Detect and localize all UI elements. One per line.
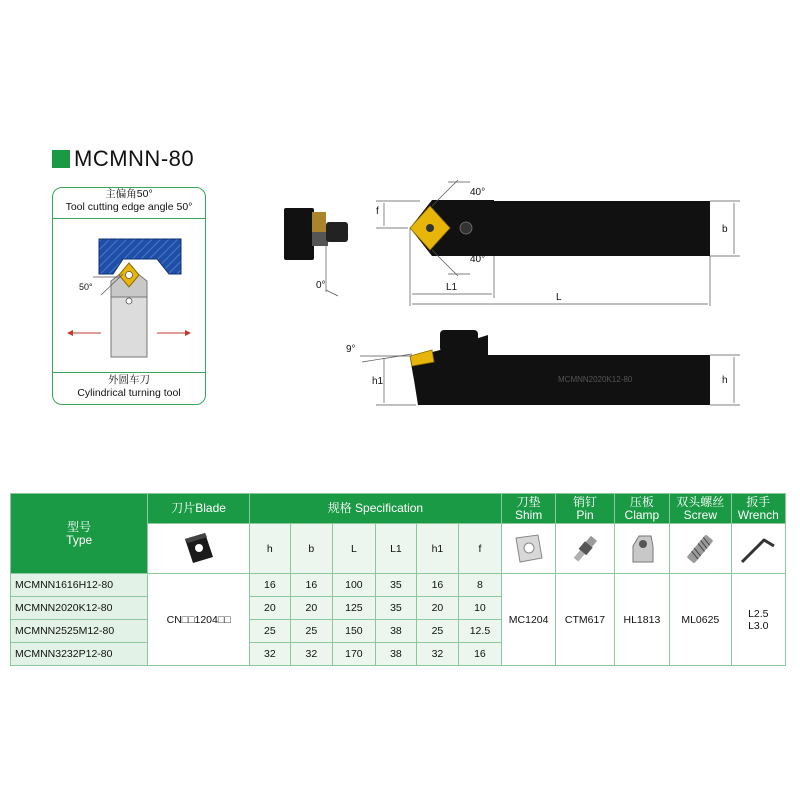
cell-L: 150 bbox=[332, 620, 375, 643]
cell-h: 32 bbox=[249, 643, 290, 666]
dim-h1-label: h1 bbox=[372, 376, 384, 387]
cell-b: 16 bbox=[290, 574, 332, 597]
screw-header: 双头螺丝 Screw bbox=[670, 494, 732, 524]
cell-L1: 38 bbox=[375, 643, 416, 666]
blade-header: 刀片Blade bbox=[148, 494, 249, 524]
clamp-icon bbox=[625, 532, 659, 566]
dim-b-label: b bbox=[722, 224, 728, 235]
cell-f: 10 bbox=[458, 597, 501, 620]
cell-L: 125 bbox=[332, 597, 375, 620]
shim-icon bbox=[512, 532, 546, 566]
spec-col-h1: h1 bbox=[416, 524, 458, 574]
diagram-footer-cn: 外圆车刀 bbox=[108, 374, 150, 386]
dim-f-label: f bbox=[376, 206, 379, 217]
dim-L1-label: L1 bbox=[446, 282, 458, 293]
clamp-header: 压板 Clamp bbox=[614, 494, 669, 524]
diagram-header-cn: 主偏角50° bbox=[105, 188, 153, 200]
pin-header: 销钉 Pin bbox=[556, 494, 614, 524]
diagram-footer-en: Cylindrical turning tool bbox=[77, 387, 181, 399]
pin-icon bbox=[568, 532, 602, 566]
cell-L1: 35 bbox=[375, 597, 416, 620]
top-view bbox=[376, 180, 740, 306]
dim-L-label: L bbox=[556, 292, 562, 303]
cell-f: 8 bbox=[458, 574, 501, 597]
angle-zero-label: 0° bbox=[316, 280, 326, 291]
diagram-header-en: Tool cutting edge angle 50° bbox=[65, 201, 193, 213]
type-cell: MCMNN3232P12-80 bbox=[11, 643, 148, 666]
cell-f: 16 bbox=[458, 643, 501, 666]
cell-h1: 20 bbox=[416, 597, 458, 620]
cell-h: 25 bbox=[249, 620, 290, 643]
cell-h1: 25 bbox=[416, 620, 458, 643]
cell-f: 12.5 bbox=[458, 620, 501, 643]
engraving-text: MCMNN2020K12-80 bbox=[558, 375, 633, 384]
screw-icon bbox=[683, 532, 717, 566]
angle-side-label: 9° bbox=[346, 344, 356, 355]
cell-L: 170 bbox=[332, 643, 375, 666]
product-title-text: MCMNN-80 bbox=[74, 146, 195, 171]
angle-bottom-label: 40° bbox=[470, 254, 486, 265]
screw-image bbox=[670, 524, 732, 574]
shim-value: MC1204 bbox=[501, 574, 555, 666]
type-header: 型号 Type bbox=[11, 494, 148, 574]
dim-h-label: h bbox=[722, 375, 728, 386]
angle-top-label: 40° bbox=[470, 187, 486, 198]
spec-col-L: L bbox=[332, 524, 375, 574]
spec-col-f: f bbox=[458, 524, 501, 574]
blade-image bbox=[148, 524, 249, 574]
cell-h1: 16 bbox=[416, 574, 458, 597]
specification-table bbox=[10, 493, 786, 666]
wrench-header: 扳手 Wrench bbox=[731, 494, 785, 524]
blade-value: CN□□1204□□ bbox=[148, 574, 249, 666]
wrench-image bbox=[731, 524, 785, 574]
cell-b: 32 bbox=[290, 643, 332, 666]
type-cell: MCMNN2020K12-80 bbox=[11, 597, 148, 620]
type-cell: MCMNN1616H12-80 bbox=[11, 574, 148, 597]
spec-col-L1: L1 bbox=[375, 524, 416, 574]
cell-h: 16 bbox=[249, 574, 290, 597]
diagram-angle-label: 50° bbox=[79, 282, 93, 292]
spec-col-h: h bbox=[249, 524, 290, 574]
screw-value: ML0625 bbox=[670, 574, 732, 666]
type-cell: MCMNN2525M12-80 bbox=[11, 620, 148, 643]
pin-value: CTM617 bbox=[556, 574, 614, 666]
shim-header: 刀垫 Shim bbox=[501, 494, 555, 524]
spec-col-b: b bbox=[290, 524, 332, 574]
spec-header: 规格 Specification bbox=[249, 494, 501, 524]
clamp-image bbox=[614, 524, 669, 574]
cell-h1: 32 bbox=[416, 643, 458, 666]
blade-insert-icon bbox=[179, 529, 219, 569]
wrench-icon bbox=[738, 532, 778, 566]
cell-h: 20 bbox=[249, 597, 290, 620]
end-view bbox=[284, 208, 348, 296]
wrench-value: L2.5 L3.0 bbox=[731, 574, 785, 666]
cell-b: 20 bbox=[290, 597, 332, 620]
shim-image bbox=[501, 524, 555, 574]
cell-b: 25 bbox=[290, 620, 332, 643]
clamp-value: HL1813 bbox=[614, 574, 669, 666]
cell-L1: 35 bbox=[375, 574, 416, 597]
side-view bbox=[346, 330, 740, 405]
pin-image bbox=[556, 524, 614, 574]
cell-L: 100 bbox=[332, 574, 375, 597]
cell-L1: 38 bbox=[375, 620, 416, 643]
